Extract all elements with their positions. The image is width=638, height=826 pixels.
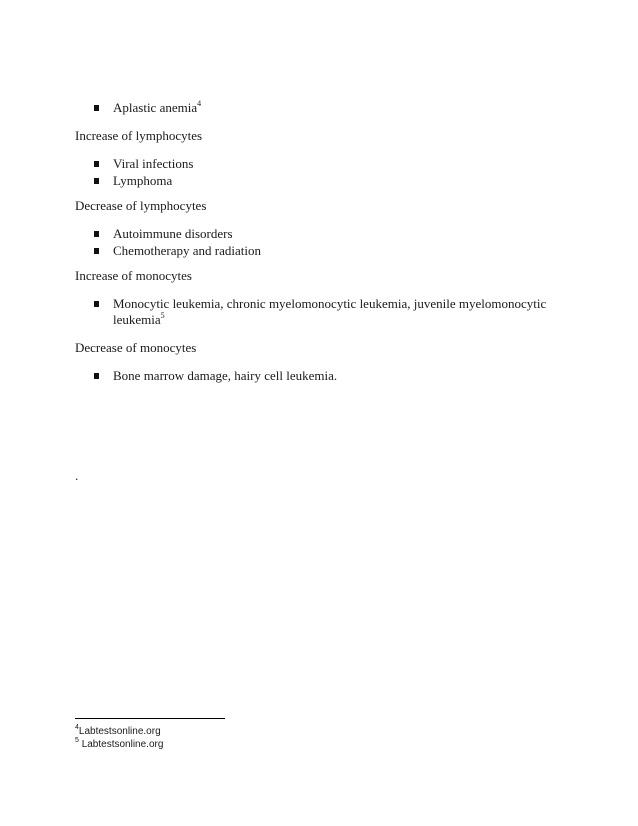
footnote-ref[interactable]: 4 xyxy=(197,98,202,108)
section-heading: Increase of monocytes xyxy=(75,268,192,283)
square-bullet-icon xyxy=(94,178,99,184)
list-item-text: Monocytic leukemia, chronic myelomonocytic leukemia, juvenile myelomonocytic leukemia$^5$ xyxy=(113,296,547,327)
square-bullet-icon xyxy=(94,161,99,167)
list-item-text: Aplastic anemia$^4$ xyxy=(113,98,202,115)
square-bullet-icon xyxy=(94,248,99,254)
list-item-text: Autoimmune disorders xyxy=(113,226,233,241)
footnote-text: Labtestsonline.org xyxy=(81,739,164,750)
footnote-number: 5 xyxy=(75,736,79,744)
list-item-text: Lymphoma xyxy=(113,173,173,188)
square-bullet-icon xyxy=(94,373,99,379)
list-item-text: Viral infections xyxy=(113,156,194,171)
footnote-number: 4 xyxy=(75,723,79,731)
footnote-ref[interactable]: 5 xyxy=(160,310,165,320)
section-heading: Increase of lymphocytes xyxy=(75,128,203,143)
stray-mark: . xyxy=(75,468,79,483)
footnote-divider xyxy=(75,718,225,719)
footnote xyxy=(75,736,164,751)
footnote xyxy=(75,723,161,738)
section-heading: Decrease of lymphocytes xyxy=(75,198,207,213)
section-heading: Decrease of monocytes xyxy=(75,340,197,355)
list-item-text: Chemotherapy and radiation xyxy=(113,243,262,258)
square-bullet-icon xyxy=(94,301,99,307)
square-bullet-icon xyxy=(94,105,99,111)
square-bullet-icon xyxy=(94,231,99,237)
list-item-text: Bone marrow damage, hairy cell leukemia. xyxy=(113,368,338,383)
footnote-text: Labtestsonline.org xyxy=(78,726,161,737)
